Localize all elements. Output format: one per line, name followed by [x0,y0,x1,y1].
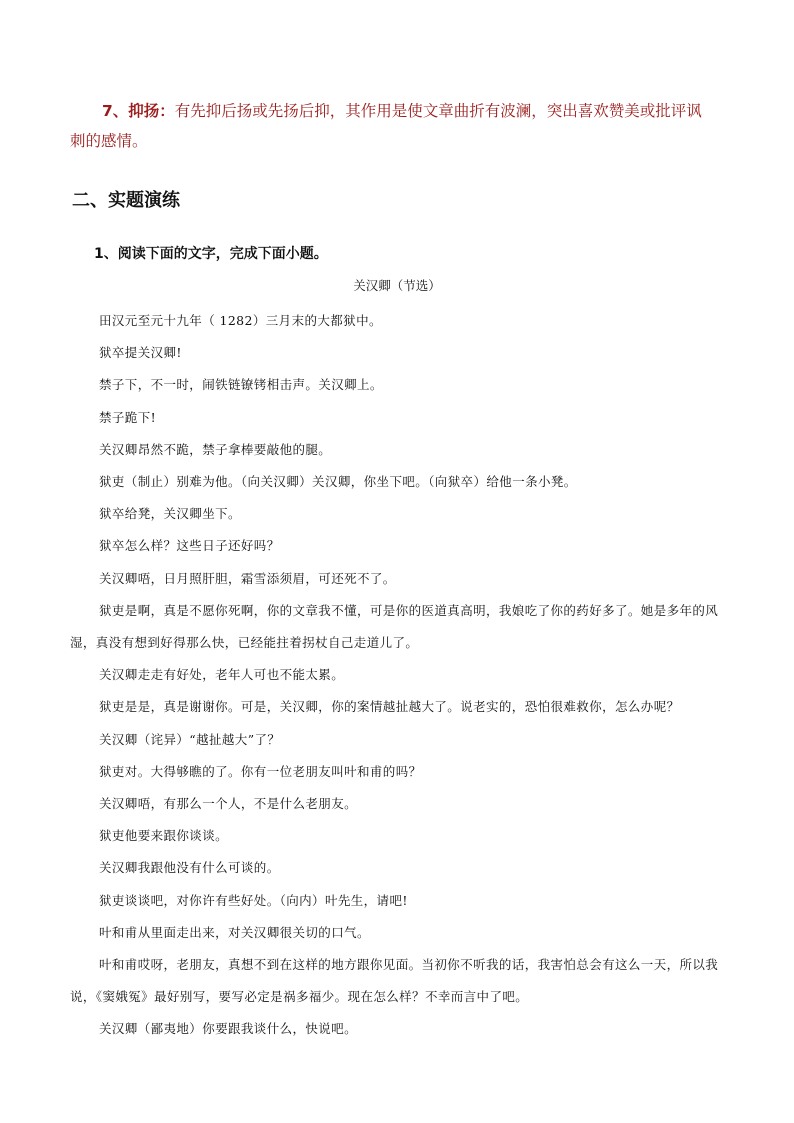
passage-paragraph: 关汉卿（鄙夷地）你要跟我谈什么，快说吧。 [99,1021,358,1037]
term-label: 7、抑扬： [102,102,175,120]
passage-paragraph: 狱吏对。大得够瞧的了。你有一位老朋友叫叶和甫的吗？ [99,763,422,779]
passage-paragraph: 关汉卿我跟他没有什么可谈的。 [99,860,280,876]
passage-paragraph: 狱吏是啊，真是不愿你死啊，你的文章我不懂，可是你的医道真高明，我娘吃了你的药好多了。她是多年的风湿，真没有想到好得那么快，已经能拄着拐杖自己走道儿了。 [70,602,719,651]
passage-paragraph: 狱吏他要来跟你谈谈。 [99,828,229,844]
passage-paragraph: 关汉卿唔，日月照肝胆，霜雪添须眉，可还死不了。 [99,570,396,586]
passage-paragraph: 狱吏（制止）别难为他。（向关汉卿）关汉卿，你坐下吧。（向狱卒）给他一条小凳。 [99,474,577,490]
term-definition [70,96,730,156]
term-text-part-2: 刺的感情。 [70,132,148,150]
passage-paragraph: 叶和甫哎呀，老朋友，真想不到在这样的地方跟你见面。当初你不听我的话，我害怕总会有这么一天，所以我说，《窦娥冤》最好别写，要写必定是祸多福少。现在怎么样？不幸而言中了吧。 [70,957,719,1005]
passage-paragraph: 狱吏谈谈吧，对你许有些好处。（向内）叶先生，请吧! [99,892,408,908]
passage-paragraph: 关汉卿昂然不跪，禁子拿棒要敲他的腿。 [99,441,332,457]
passage-paragraph: 狱卒给凳，关汉卿坐下。 [99,506,241,522]
passage-paragraph: 禁子下，不一时，闹铁链镣铐相击声。关汉卿上。 [99,377,383,393]
term-line-2 [70,126,730,156]
passage-body [70,305,730,1046]
passage-paragraph: 狱吏是是，真是谢谢你。可是，关汉卿，你的案情越扯越大了。说老实的，恐怕很难救你，怎么办呢？ [99,699,680,715]
section-heading: 二、实题演练 [72,190,180,211]
passage-paragraph: 田汉元至元十九年（ 1282）三月末的大都狱中。 [99,313,382,328]
passage-paragraph: 叶和甫从里面走出来，对关汉卿很关切的口气。 [99,924,370,940]
passage-paragraph: 关汉卿唔，有那么一个人，不是什么老朋友。 [99,796,358,812]
passage-paragraph: 关汉卿走走有好处，老年人可也不能太累。 [99,667,345,683]
passage-paragraph: 关汉卿（诧异）“越扯越大”了？ [99,731,281,747]
question-label: 1、阅读下面的文字，完成下面小题。 [94,246,328,262]
passage-paragraph: 禁子跪下! [99,409,157,425]
term-line-1 [70,96,730,126]
passage-paragraph: 狱卒怎么样？这些日子还好吗？ [99,538,280,554]
passage-title: 关汉卿（节选） [353,278,441,293]
term-text-part-1: 有先抑后扬或先扬后抑，其作用是使文章曲折有波澜，突出喜欢赞美或批评讽 [174,102,702,120]
passage-paragraph: 狱卒提关汉卿! [99,345,182,361]
